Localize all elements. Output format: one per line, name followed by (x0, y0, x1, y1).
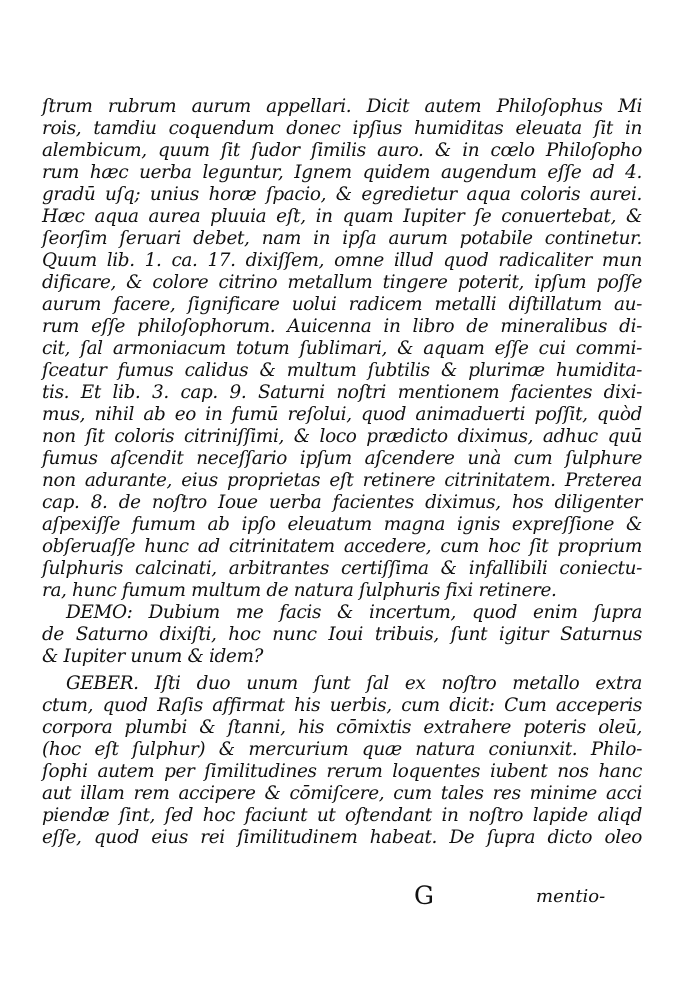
page-footer (0, 881, 690, 911)
text-line: & Iupiter unum & idem? (42, 646, 264, 667)
text-line: cit, ſal armoniacum totum ſublimari, & aquam eſſe cui commi- (42, 338, 642, 359)
text-line: Quum lib. 1. ca. 17. dixiſſem, omne illud quod radicaliter mun (42, 250, 642, 271)
text-line: GEBER. Iſti duo unum ſunt ſal ex noſtro metallo extra (66, 673, 642, 694)
text-line: ctum, quod Raſis affirmat his uerbis, cum dicit: Cum acceperis (42, 695, 642, 716)
text-line: ſophi autem per ſimilitudines rerum loquentes iubent nos hanc (42, 761, 642, 782)
text-line: ſeorſim ſeruari debet, nam in ipſa aurum potabile continetur. (42, 228, 642, 249)
text-line: piendæ ſint, ſed hoc faciunt ut oſtendant in noſtro lapide aliqd (42, 805, 642, 826)
signature-mark: G (414, 881, 434, 910)
paragraph-2-demo (42, 602, 642, 668)
text-block (42, 96, 642, 849)
text-line: gradū uſq; unius horæ ſpacio, & egredietur aqua coloris aurei. (42, 184, 642, 205)
text-line: eſſe, quod eius rei ſimilitudinem habeat. De ſupra dicto oleo (42, 827, 642, 848)
text-line: non ſit coloris citriniſſimi, & loco prædicto diximus, adhuc quū (42, 426, 642, 447)
text-line: de Saturno dixiſti, hoc nunc Ioui tribuis, ſunt igitur Saturnus (42, 624, 642, 645)
text-line: rum hæc uerba leguntur, Ignem quidem augendum eſſe ad 4. (42, 162, 642, 183)
text-line: aurum facere, ſignificare uolui radicem metalli diſtillatum au- (42, 294, 642, 315)
text-line: obſeruaſſe hunc ad citrinitatem accedere, cum hoc ſit proprium (42, 536, 642, 557)
text-line: fumus aſcendit neceſſario ipſum aſcendere unà cum ſulphure (42, 448, 642, 469)
text-line: rois, tamdiu coquendum donec ipſius humiditas eleuata ſit in (42, 118, 642, 139)
paragraph-1 (42, 96, 642, 602)
text-line: Hæc aqua aurea pluuia eſt, in quam Iupiter ſe conuertebat, & (42, 206, 642, 227)
text-line: cap. 8. de noſtro Ioue uerba facientes diximus, hos diligenter (42, 492, 642, 513)
text-line: non adurante, eius proprietas eſt retinere citrinitatem. Prɛterea (42, 470, 642, 491)
text-line: ſceatur fumus calidus & multum ſubtilis & plurimæ humidita- (42, 360, 642, 381)
text-line: mus, nihil ab eo in fumū reſolui, quod animaduerti poſſit, quòd (42, 404, 642, 425)
text-line: alembicum, quum ſit ſudor ſimilis auro. & in cœlo Philoſopho (42, 140, 642, 161)
text-line: rum eſſe philoſophorum. Auicenna in libro de mineralibus di- (42, 316, 642, 337)
text-line: dificare, & colore citrino metallum tingere poterit, ipſum poſſe (42, 272, 642, 293)
text-line: tis. Et lib. 3. cap. 9. Saturni noſtri mentionem facientes dixi- (42, 382, 642, 403)
text-line: aſpexiſſe fumum ab ipſo eleuatum magna ignis expreſſione & (42, 514, 642, 535)
catchword: mentio- (536, 886, 606, 907)
text-line: (hoc eſt ſulphur) & mercurium quæ natura coniunxit. Philo- (42, 739, 642, 760)
text-line: aut illam rem accipere & cōmiſcere, cum tales res minime acci (42, 783, 642, 804)
text-line: ſtrum rubrum aurum appellari. Dicit autem Philoſophus Mi (42, 96, 642, 117)
text-line: ra, hunc fumum multum de natura ſulphuris fixi retinere. (42, 580, 557, 601)
text-line: corpora plumbi & ſtanni, his cōmixtis extrahere poteris oleū, (42, 717, 642, 738)
paragraph-3-geber (42, 673, 642, 849)
text-line: ſulphuris calcinati, arbitrantes certiſſima & infallibili coniectu- (42, 558, 642, 579)
text-line: DEMO: Dubium me facis & incertum, quod enim ſupra (66, 602, 642, 623)
